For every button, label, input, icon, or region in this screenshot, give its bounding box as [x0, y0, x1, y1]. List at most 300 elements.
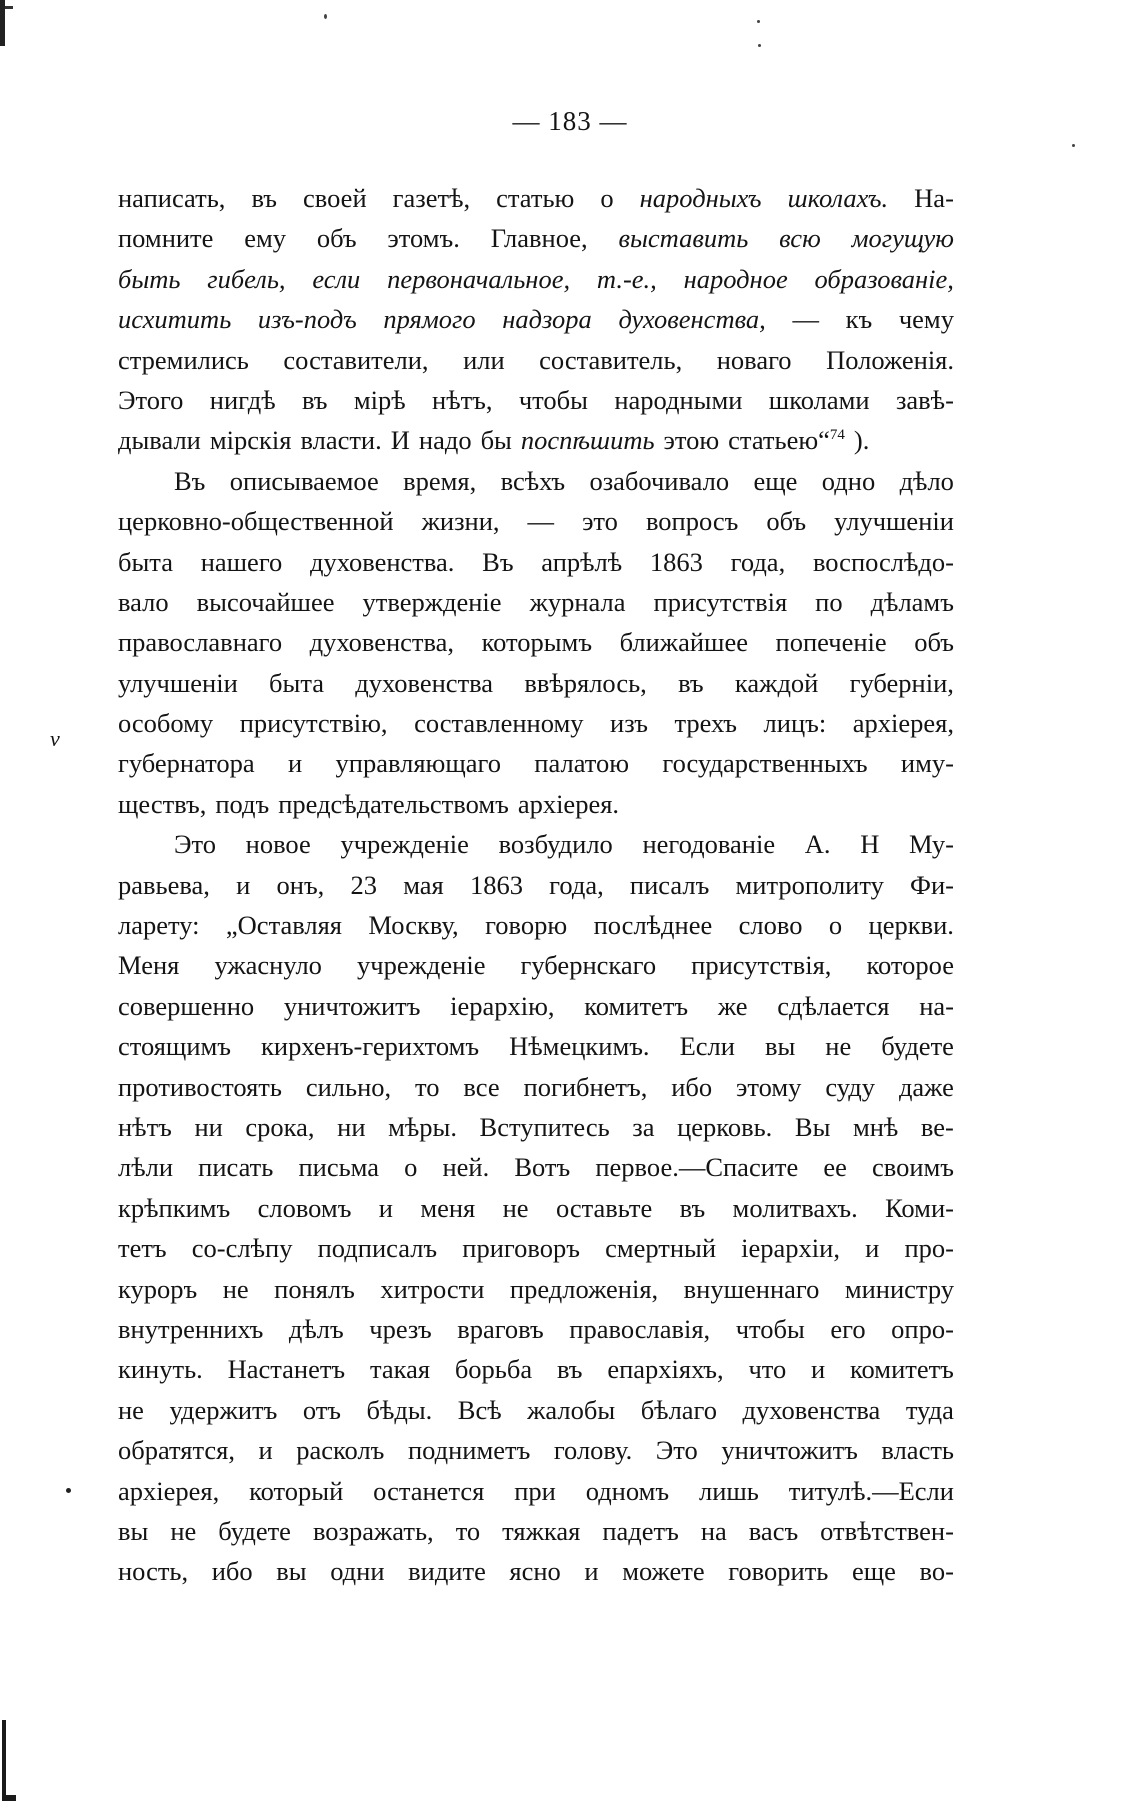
word: изъ-подъ [257, 304, 357, 335]
word: государственныхъ [662, 748, 868, 779]
word: быта [118, 546, 173, 577]
word: губернскаго [520, 950, 657, 981]
word: борьба [454, 1354, 533, 1385]
body-text [118, 178, 954, 1592]
text-line [118, 1228, 954, 1268]
word: власти. [300, 425, 382, 456]
word: по [815, 586, 843, 617]
text-line [118, 1511, 954, 1551]
word: мѣры. [388, 1111, 457, 1142]
word: сдѣлается [777, 990, 890, 1021]
word: года, [730, 546, 786, 577]
word: ней. [442, 1152, 490, 1183]
word: за [632, 1111, 655, 1142]
word: и [584, 1556, 599, 1587]
word: въ [301, 384, 328, 415]
word: титулѣ.—Если [788, 1475, 954, 1506]
word: куроръ [118, 1273, 198, 1304]
word: удержитъ [169, 1394, 278, 1425]
word: одно [821, 465, 876, 496]
word: лицъ: [763, 708, 827, 739]
word: ве- [920, 1111, 954, 1142]
word: меня [420, 1192, 476, 1223]
word: газетѣ, [392, 183, 471, 213]
word: ибо [671, 1071, 713, 1102]
word: туда [905, 1394, 954, 1425]
word: церковь. [677, 1111, 773, 1142]
word: крѣпкимъ [118, 1192, 231, 1223]
text-line [118, 259, 954, 299]
word: Главное, [490, 223, 588, 254]
word: и [288, 748, 303, 779]
word: апрѣлѣ [541, 546, 623, 577]
word: архіерея. [517, 788, 620, 819]
text-line [118, 986, 954, 1026]
word: своей [303, 183, 367, 213]
word: дѣлъ [288, 1313, 344, 1344]
word: мірскія [209, 425, 292, 456]
word: этому [736, 1071, 802, 1102]
word: ществъ, [118, 788, 207, 819]
word: Положенія. [826, 344, 954, 375]
word: ни [194, 1111, 223, 1142]
word: особому [118, 708, 214, 739]
word: кинуть. [118, 1354, 203, 1385]
text-line [118, 1107, 954, 1147]
word: молитвахъ. [732, 1192, 858, 1223]
word: еще [753, 465, 798, 496]
word: можете [622, 1556, 705, 1587]
word: мнѣ [852, 1111, 899, 1142]
text-line [118, 945, 954, 985]
word: Это [655, 1435, 698, 1466]
word: предсѣдательствомъ [278, 788, 509, 819]
word: ужаснуло [214, 950, 322, 981]
word: быта [269, 667, 325, 698]
word: высочайшее [196, 586, 335, 617]
word: такая [369, 1354, 431, 1385]
word: и [236, 869, 251, 900]
word: Коми- [885, 1192, 954, 1223]
word: церковно-общественной [118, 506, 394, 537]
word: учрежденіе [357, 950, 486, 981]
word: хитрости [380, 1273, 485, 1304]
scan-edge-mark [2, 1795, 16, 1801]
word: всю [779, 223, 821, 254]
word: составленному [414, 708, 584, 739]
text-line [118, 178, 954, 218]
word: на [700, 1515, 727, 1546]
word: уничтожитъ [721, 1435, 858, 1466]
word: утвержденіе [362, 586, 502, 617]
word: 1863 [649, 546, 703, 577]
word: первое.—Спасите [595, 1152, 799, 1183]
word: губернатора [118, 748, 255, 779]
word: присутствію, [239, 708, 388, 739]
word: послѣднее [593, 910, 713, 941]
word: гибель, [207, 263, 286, 294]
text-line [118, 663, 954, 703]
word: духовенства [355, 667, 494, 698]
word: 23 [350, 869, 377, 900]
word: вы [118, 1515, 149, 1546]
word: архіерея, [852, 708, 954, 739]
word: Меня [118, 950, 180, 981]
text-line [118, 582, 954, 622]
word: народныхъ [639, 183, 762, 213]
word: митрополиту [735, 869, 884, 900]
word: выставить [618, 223, 749, 254]
word: въ [678, 667, 704, 698]
word: ее [823, 1152, 847, 1183]
scan-speck [757, 20, 760, 23]
word: іерархію, [450, 990, 555, 1021]
word: которымъ [481, 627, 593, 658]
word: новаго [716, 344, 792, 375]
word: уничтожитъ [283, 990, 421, 1021]
word: комитетъ [584, 990, 689, 1021]
word: На- [914, 183, 954, 213]
word: епархіяхъ, [607, 1354, 724, 1385]
word: подъ [215, 788, 270, 819]
word: присутствія [653, 586, 788, 617]
word: православнаго [118, 627, 283, 658]
word: вы [276, 1556, 307, 1587]
word: то [455, 1515, 481, 1546]
word: кирхенъ-герихтомъ [261, 1031, 480, 1062]
text-line [118, 1390, 954, 1430]
word: описываемое [229, 465, 379, 496]
word: быть [118, 263, 181, 294]
word: равьева, [118, 869, 210, 900]
word: новое [245, 829, 311, 860]
word: иму- [900, 748, 954, 779]
word: и [258, 1435, 273, 1466]
word: народными [614, 384, 743, 415]
text-line [118, 542, 954, 582]
text-line [118, 340, 954, 380]
word: изъ [610, 708, 648, 739]
word: не [170, 1515, 197, 1546]
word: и [378, 1192, 393, 1223]
word: Въ [482, 546, 514, 577]
word: бы [480, 425, 512, 456]
word: — [792, 304, 819, 335]
word: надо [418, 425, 472, 456]
word: одни [330, 1556, 385, 1587]
word: — [527, 506, 555, 537]
word: васъ [748, 1515, 799, 1546]
word: враговъ [457, 1313, 544, 1344]
word: мая [403, 869, 444, 900]
page-number: — 183 — [512, 106, 628, 136]
word: надзора [502, 304, 592, 335]
word: народное [683, 263, 788, 294]
word: министру [844, 1273, 954, 1304]
word: нигдѣ [209, 384, 276, 415]
text-line [118, 1430, 954, 1470]
word: подписалъ [317, 1233, 438, 1264]
word: Му- [909, 829, 954, 860]
word: бѣлаго [640, 1394, 718, 1425]
word: школахъ. [787, 183, 889, 213]
word: не [502, 1192, 529, 1223]
word: къ [845, 304, 873, 335]
word: ввѣрялось, [524, 667, 647, 698]
text-line [118, 1309, 954, 1349]
word: не [825, 1031, 852, 1062]
word: ближайшее [619, 627, 748, 658]
word: не [118, 1394, 144, 1425]
word: Фи- [910, 869, 954, 900]
word: этомъ. [387, 223, 460, 254]
word: попеченіе [775, 627, 887, 658]
word: ни [337, 1111, 366, 1142]
word: присутствія, [691, 950, 832, 981]
word: лѣли [118, 1152, 174, 1183]
word: комитетъ [850, 1354, 954, 1385]
word: противостоять [118, 1071, 282, 1102]
word: возражать, [312, 1515, 434, 1546]
word: писать [198, 1152, 274, 1183]
scan-speck [1072, 144, 1075, 147]
word: стремились [118, 344, 249, 375]
word: смертный [605, 1233, 717, 1264]
word: іерархіи, [741, 1233, 840, 1264]
word: нѣтъ, [432, 384, 493, 415]
word: статью [496, 183, 575, 213]
word: тетъ [118, 1233, 167, 1264]
word: объ [766, 506, 807, 537]
word: падетъ [602, 1515, 679, 1546]
word: Этого [118, 384, 184, 415]
word: власть [881, 1435, 954, 1466]
word: говорю [485, 910, 568, 941]
text-line [118, 1147, 954, 1187]
word: т.-е., [596, 263, 657, 294]
word: своимъ [871, 1152, 954, 1183]
word: Это [174, 829, 216, 860]
word: школами [768, 384, 870, 415]
word: совершенно [118, 990, 255, 1021]
word: оставьте [555, 1192, 653, 1223]
word: при [514, 1475, 556, 1506]
word: вы [764, 1031, 796, 1062]
word: губерніи, [849, 667, 954, 698]
word: все [463, 1071, 500, 1102]
word: написать, [118, 183, 226, 213]
word: внушеннаго [683, 1273, 820, 1304]
word: ясно [509, 1556, 561, 1587]
word: трехъ [674, 708, 737, 739]
text-line [118, 1269, 954, 1309]
word: которое [866, 950, 954, 981]
word: Москву, [368, 910, 459, 941]
word: на- [919, 990, 954, 1021]
text-line [118, 865, 954, 905]
word: чтобы [735, 1313, 805, 1344]
word: церкви. [868, 910, 954, 941]
text-line [118, 1471, 954, 1511]
word: подниметъ [407, 1435, 531, 1466]
word: чему [898, 304, 954, 335]
word: первоначальное, [387, 263, 571, 294]
word: духовенства, [618, 304, 766, 335]
word: нѣтъ [118, 1111, 172, 1142]
word: года, [549, 869, 604, 900]
word: составитель, [539, 344, 683, 375]
word: 1863 [469, 869, 523, 900]
word: и [811, 1354, 826, 1385]
word: завѣ- [895, 384, 954, 415]
word: понялъ [274, 1273, 355, 1304]
word: жалобы [527, 1394, 616, 1425]
word: ибо [211, 1556, 253, 1587]
word: образованіе, [814, 263, 954, 294]
text-line [118, 905, 954, 945]
word: улучшеніи [834, 506, 954, 537]
word: озабочивало [589, 465, 730, 496]
word: въ [556, 1354, 583, 1385]
word: о [404, 1152, 418, 1183]
word: могущую [851, 223, 954, 254]
word: Н [860, 829, 880, 860]
scan-edge-mark [5, 6, 13, 9]
text-line [118, 703, 954, 743]
word: объ [316, 223, 357, 254]
word: статьею“$^{74}$ [728, 425, 845, 456]
word: въ [251, 183, 277, 213]
word: управляющаго [335, 748, 501, 779]
word: Въ [174, 465, 206, 496]
word: то [415, 1071, 440, 1102]
word: исхитить [118, 304, 232, 335]
word: расколъ [296, 1435, 385, 1466]
word: даже [898, 1071, 954, 1102]
margin-dot [66, 1488, 71, 1493]
word: лишь [698, 1475, 759, 1506]
text-line [118, 501, 954, 541]
text-line [118, 1188, 954, 1228]
word: возбудило [498, 829, 613, 860]
word: Настанетъ [227, 1354, 346, 1385]
word: улучшеніи [118, 667, 238, 698]
text-line [118, 299, 954, 339]
word: останется [373, 1475, 485, 1506]
text-line [118, 420, 954, 460]
word: ). [853, 425, 870, 456]
word: этою [663, 425, 720, 456]
word: вало [118, 586, 169, 617]
word: „Оставляя [225, 910, 342, 941]
word: Нѣмецкимъ. [509, 1031, 650, 1062]
scan-speck [758, 44, 761, 47]
text-line [118, 622, 954, 662]
word: стоящимъ [118, 1031, 231, 1062]
word: ность, [118, 1556, 189, 1587]
text-line [118, 743, 954, 783]
word: одномъ [585, 1475, 670, 1506]
word: письма [298, 1152, 380, 1183]
text-line [118, 461, 954, 501]
word: опро- [891, 1313, 954, 1344]
word: со-слѣпу [191, 1233, 293, 1264]
scan-speck [324, 14, 327, 19]
word: во- [919, 1556, 954, 1587]
word: приговоръ [462, 1233, 580, 1264]
word: бѣды. [366, 1394, 433, 1425]
word: отвѣтствен- [820, 1515, 954, 1546]
word: внутреннихъ [118, 1313, 264, 1344]
text-line [118, 1067, 954, 1107]
word: помните [118, 223, 214, 254]
word: всѣхъ [500, 465, 566, 496]
text-line [118, 380, 954, 420]
word: И [390, 425, 410, 456]
word: дывали [118, 425, 201, 456]
word: же [717, 990, 748, 1021]
word: словомъ [257, 1192, 352, 1223]
word: про- [904, 1233, 954, 1264]
word: видите [408, 1556, 486, 1587]
word: погибнетъ, [523, 1071, 648, 1102]
word: духовенства. [310, 546, 455, 577]
word: и [865, 1233, 880, 1264]
word: дѣламъ [870, 586, 954, 617]
word: время, [403, 465, 477, 496]
word: его [830, 1313, 866, 1344]
word: духовенства, [309, 627, 455, 658]
word: Всѣ [457, 1394, 502, 1425]
scan-edge-mark [2, 1720, 6, 1801]
word: духовенства [742, 1394, 881, 1425]
word: тяжкая [502, 1515, 581, 1546]
text-line [118, 824, 954, 864]
word: чрезъ [369, 1313, 432, 1344]
text-line [118, 784, 954, 824]
footnote-ref: 74 [829, 427, 845, 444]
margin-annotation: v [50, 726, 60, 751]
word: архіерея, [118, 1475, 220, 1506]
word: Вы [794, 1111, 831, 1142]
word: суду [825, 1071, 876, 1102]
word: ларету: [118, 910, 200, 941]
word: онъ, [276, 869, 325, 900]
word: православія, [569, 1313, 711, 1344]
word: который [249, 1475, 344, 1506]
word: будете [218, 1515, 291, 1546]
word: А. [804, 829, 831, 860]
word: говорить [728, 1556, 829, 1587]
word: жизни, [421, 506, 500, 537]
word: чтобы [518, 384, 588, 415]
word: срока, [245, 1111, 315, 1142]
word: еще [851, 1556, 896, 1587]
word: прямого [383, 304, 476, 335]
word: будете [881, 1031, 954, 1062]
word: журнала [529, 586, 626, 617]
word: Если [679, 1031, 735, 1062]
word: учрежденіе [340, 829, 469, 860]
word: слово [738, 910, 803, 941]
word: палатою [534, 748, 630, 779]
word: поспѣшить [520, 425, 655, 456]
word: объ [914, 627, 954, 658]
word: въ [679, 1192, 706, 1223]
word: ему [244, 223, 287, 254]
word: или [463, 344, 505, 375]
word: это [582, 506, 618, 537]
